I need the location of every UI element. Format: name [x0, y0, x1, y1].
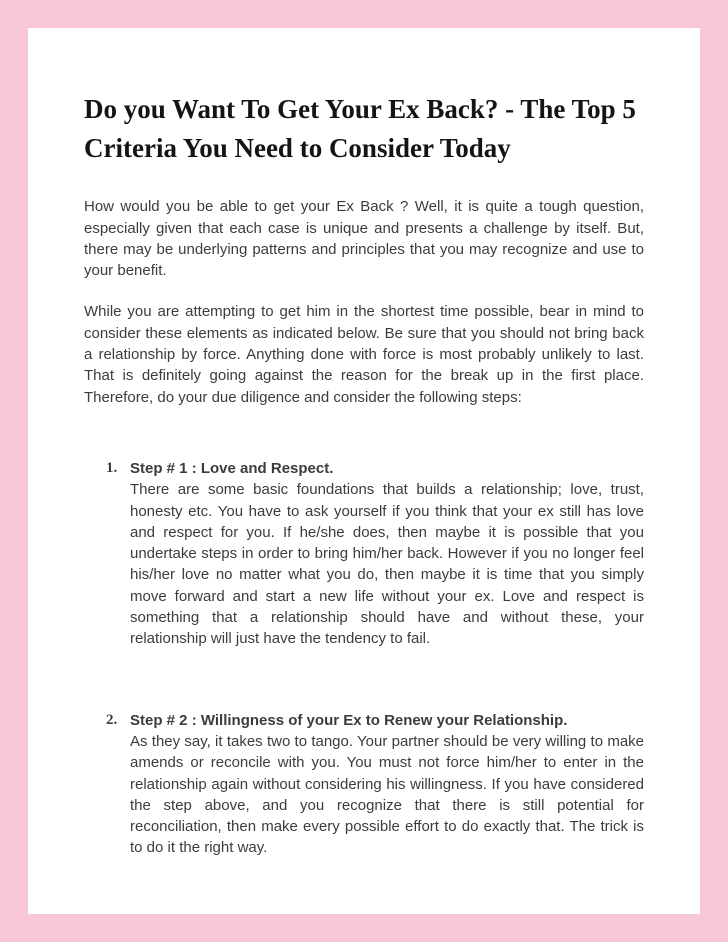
step-body: As they say, it takes two to tango. Your partner should be very willing to make amends or reconcile with you. You must not force him/her to enter in the relationship again without considering his willingness. If you have considered the step above, and you recognize that there is still potential for reconciliation, then make every possible effort to do exactly that. The trick is to do it the right way. [130, 732, 644, 857]
step-content [130, 458, 644, 650]
steps-list [84, 458, 644, 859]
page-title: Do you Want To Get Your Ex Back? - The Top 5 Criteria You Need to Consider Today [84, 94, 636, 164]
intro-paragraph: How would you be able to get your Ex Back ? Well, it is quite a tough question, especially given that each case is unique and presents a challenge by itself. But, there may be underlying patterns and principles that you may recognize and use to your benefit. [84, 198, 644, 280]
step-content [130, 710, 644, 859]
document-page [28, 28, 700, 914]
second-paragraph: While you are attempting to get him in the shortest time possible, bear in mind to consider these elements as indicated below. Be sure that you should not bring back a relationship by force. Anything done with force is most probably unlikely to last. That is definitely going against the reason for the break up in the first place. Therefore, do your due diligence and consider the following steps: [84, 303, 644, 406]
step-heading: Step # 2 : Willingness of your Ex to Renew your Relationship. [130, 711, 568, 729]
step-number: 1. [106, 459, 118, 476]
step-body: There are some basic foundations that builds a relationship; love, trust, honesty etc. You have to ask yourself if you think that your ex still has love and respect for you. If he/she does, then maybe it is possible that you undertake steps in order to bring him/her back. However if you no longer feel his/her love no matter what you do, then maybe it is time that you simply move forward and start a new life without your ex. Love and respect is something that a relationship should have and without these, your relationship will just have the tendency to fail. [130, 481, 644, 648]
list-item [106, 458, 644, 650]
step-heading: Step # 1 : Love and Respect. [130, 459, 334, 477]
list-item [106, 710, 644, 859]
step-number: 2. [106, 711, 118, 728]
